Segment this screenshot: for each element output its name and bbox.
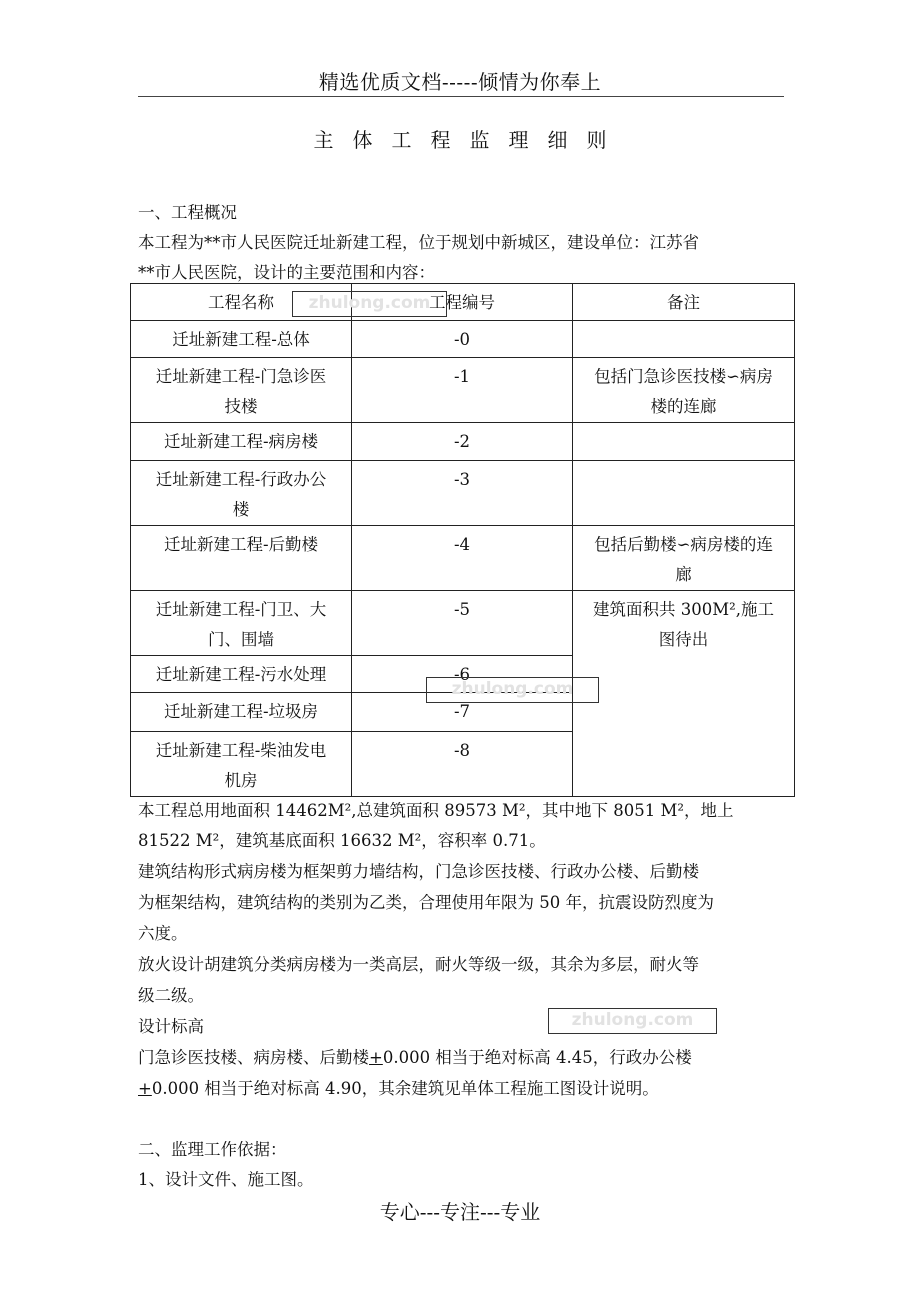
row-name: 迁址新建工程-门卫、大 门、围墙 <box>131 591 352 656</box>
elevation-line-2: +0.000 相当于绝对标高 4.90，其余建筑见单体工程施工图设计说明。 <box>138 1079 659 1098</box>
basis-heading: 二、监理工作依据： <box>138 1140 287 1159</box>
project-table <box>130 283 795 797</box>
structure-line-3: 六度。 <box>138 924 188 943</box>
row-name: 迁址新建工程-后勤楼 <box>131 526 352 591</box>
table-row <box>131 321 795 358</box>
row-name: 迁址新建工程-柴油发电 机房 <box>131 732 352 797</box>
row-name: 迁址新建工程-门急诊医 技楼 <box>131 358 352 423</box>
page-header: 精选优质文档-----倾情为你奉上 <box>318 70 602 94</box>
row-code: -6 <box>352 656 573 693</box>
elevation-line-1: 门急诊医技楼、病房楼、后勤楼+0.000 相当于绝对标高 4.45，行政办公楼 <box>138 1048 692 1067</box>
table-row <box>131 591 795 656</box>
row-code: -3 <box>352 461 573 526</box>
area-line-2: 81522 M²，建筑基底面积 16632 M²，容积率 0.71。 <box>138 831 546 850</box>
row-name: 迁址新建工程-垃圾房 <box>131 693 352 732</box>
table-row <box>131 358 795 423</box>
header-note: 备注 <box>573 284 795 321</box>
elevation-heading: 设计标高 <box>138 1017 204 1036</box>
intro-line-2: **市人民医院，设计的主要范围和内容： <box>138 263 435 282</box>
overview-heading: 一、工程概况 <box>138 203 237 222</box>
structure-line-2: 为框架结构，建筑结构的类别为乙类，合理使用年限为 50 年，抗震设防烈度为 <box>138 893 714 912</box>
row-note: 建筑面积共 300M²,施工 图待出 <box>573 591 795 797</box>
table-header-row <box>131 284 795 321</box>
intro-line-1: 本工程为**市人民医院迁址新建工程，位于规划中新城区，建设单位：江苏省 <box>138 233 699 252</box>
row-note <box>573 321 795 358</box>
table-row <box>131 423 795 461</box>
header-code: 工程编号 <box>352 284 573 321</box>
row-name: 迁址新建工程-污水处理 <box>131 656 352 693</box>
row-name: 迁址新建工程-行政办公 楼 <box>131 461 352 526</box>
row-note: 包括后勤楼∽病房楼的连 廊 <box>573 526 795 591</box>
row-note <box>573 423 795 461</box>
row-code: -4 <box>352 526 573 591</box>
structure-line-1: 建筑结构形式病房楼为框架剪力墙结构，门急诊医技楼、行政办公楼、后勤楼 <box>138 862 699 881</box>
fire-line-1: 放火设计胡建筑分类病房楼为一类高层，耐火等级一级，其余为多层，耐火等 <box>138 955 699 974</box>
row-code: -1 <box>352 358 573 423</box>
row-code: -7 <box>352 693 573 732</box>
row-code: -5 <box>352 591 573 656</box>
header-name: 工程名称 <box>131 284 352 321</box>
fire-line-2: 级二级。 <box>138 986 204 1005</box>
watermark-stamp: zhulong.com <box>426 677 599 703</box>
table-row <box>131 526 795 591</box>
watermark-stamp: zhulong.com <box>292 291 447 317</box>
row-name: 迁址新建工程-总体 <box>131 321 352 358</box>
table-row <box>131 461 795 526</box>
row-code: -0 <box>352 321 573 358</box>
page-footer: 专心---专注---专业 <box>379 1200 541 1224</box>
row-note: 包括门急诊医技楼∽病房 楼的连廊 <box>573 358 795 423</box>
row-name: 迁址新建工程-病房楼 <box>131 423 352 461</box>
header-divider <box>138 96 784 97</box>
document-title: 主体工程监理细则 <box>313 128 626 152</box>
basis-item-1: 1、设计文件、施工图。 <box>138 1170 314 1189</box>
row-code: -8 <box>352 732 573 797</box>
area-line-1: 本工程总用地面积 14462M²,总建筑面积 89573 M²，其中地下 8051 M²，地上 <box>138 801 734 820</box>
row-code: -2 <box>352 423 573 461</box>
row-note <box>573 461 795 526</box>
watermark-stamp: zhulong.com <box>548 1008 717 1034</box>
